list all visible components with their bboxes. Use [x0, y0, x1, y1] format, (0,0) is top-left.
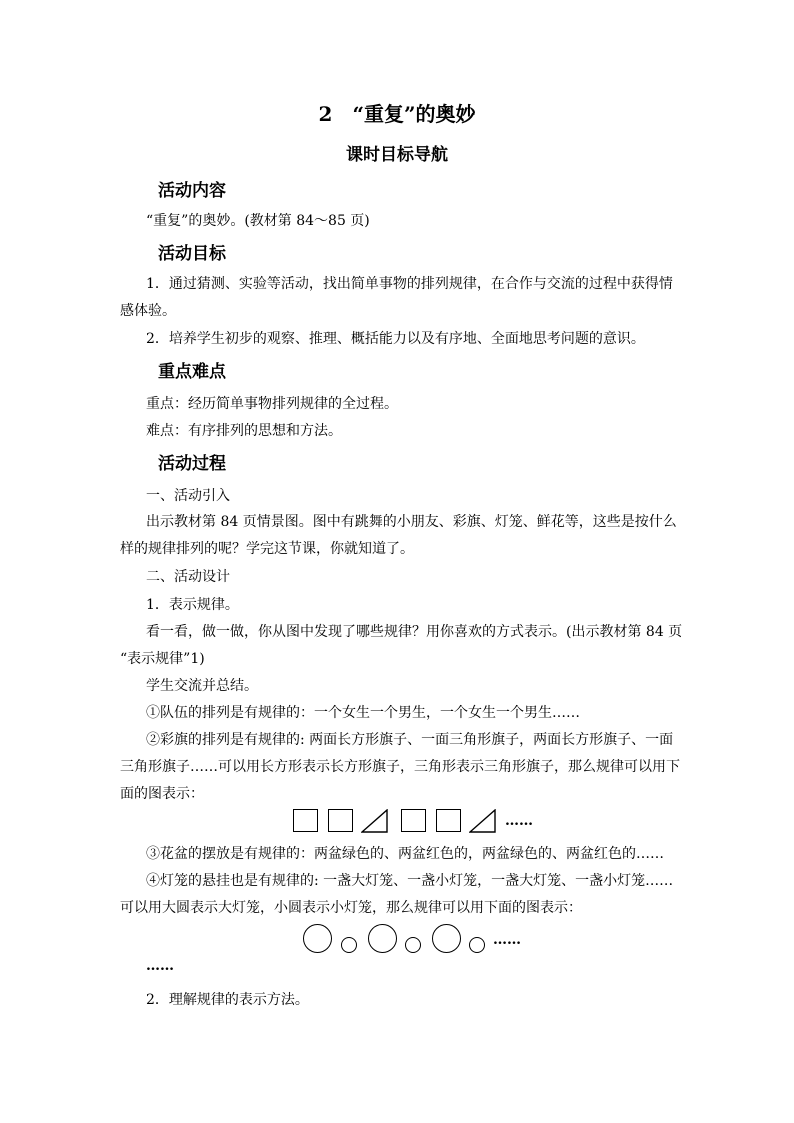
heading-activity-process: 活动过程 — [158, 454, 226, 474]
step-1-line-1: 看一看，做一做，你从图中发现了哪些规律？用你喜欢的方式表示。(出示教材第 84 页 — [146, 624, 683, 640]
triangle-shape — [469, 809, 496, 833]
item-3-text: ③花盆的摆放是有规律的：两盆绿色的、两盆红色的，两盆绿色的、两盆红色的…… — [146, 846, 664, 862]
small-circle-shape — [405, 937, 421, 953]
heading-activity-goals: 活动目标 — [158, 244, 226, 264]
item-1-text: ①队伍的排列是有规律的：一个女生一个男生，一个女生一个男生…… — [146, 705, 580, 721]
summary-text: 学生交流并总结。 — [146, 678, 258, 694]
step-2-title: 2．理解规律的表示方法。 — [146, 992, 309, 1008]
flag-pattern-ellipsis: …… — [505, 813, 533, 829]
goal-2: 2．培养学生初步的观察、推理、概括能力以及有序地、全面地思考问题的意识。 — [146, 331, 645, 347]
small-circle-shape — [341, 937, 357, 953]
part-1-line-1: 出示教材第 84 页情景图。图中有跳舞的小朋友、彩旗、灯笼、鲜花等，这些是按什么 — [146, 514, 677, 530]
heading-key-points: 重点难点 — [158, 362, 226, 382]
triangle-shape — [361, 809, 388, 833]
item-2-line-3: 面的图表示： — [120, 786, 204, 802]
item-4-line-1: ④灯笼的悬挂也是有规律的: 一盏大灯笼、一盏小灯笼，一盏大灯笼、一盏小灯笼…… — [146, 873, 674, 889]
step-1-line-2: “表示规律”1) — [120, 651, 205, 667]
lantern-pattern-figure — [303, 923, 533, 955]
goal-1-line-1: 1．通过猜测、实验等活动，找出简单事物的排列规律，在合作与交流的过程中获得情 — [146, 276, 673, 292]
heading-activity-content: 活动内容 — [158, 181, 226, 201]
rectangle-shape — [328, 809, 353, 832]
rectangle-shape — [401, 809, 426, 832]
lesson-title: 2 “重复”的奥妙 — [318, 102, 476, 126]
rectangle-shape — [293, 809, 318, 832]
key-point-text: 重点：经历简单事物排列规律的全过程。 — [146, 396, 398, 412]
difficult-point-text: 难点：有序排列的思想和方法。 — [146, 423, 342, 439]
lesson-subtitle: 课时目标导航 — [346, 145, 448, 165]
lantern-pattern-ellipsis: …… — [493, 932, 521, 948]
big-circle-shape — [303, 924, 332, 953]
activity-content-text: “重复”的奥妙。(教材第 84～85 页) — [146, 213, 370, 229]
rectangle-shape — [436, 809, 461, 832]
item-4-line-2: 可以用大圆表示大灯笼，小圆表示小灯笼，那么规律可以用下面的图表示： — [120, 900, 582, 916]
big-circle-shape — [368, 924, 397, 953]
part-1-title: 一、活动引入 — [146, 488, 230, 504]
continuation-ellipsis: …… — [146, 958, 174, 974]
part-2-title: 二、活动设计 — [146, 569, 230, 585]
goal-1-line-2: 感体验。 — [120, 303, 176, 319]
step-1-title: 1．表示规律。 — [146, 597, 239, 613]
small-circle-shape — [469, 937, 485, 953]
big-circle-shape — [432, 924, 461, 953]
part-1-line-2: 样的规律排列的呢？学完这节课，你就知道了。 — [120, 541, 414, 557]
flag-pattern-figure — [293, 808, 533, 834]
item-2-line-2: 三角形旗子……可以用长方形表示长方形旗子，三角形表示三角形旗子，那么规律可以用下 — [120, 759, 680, 775]
item-2-line-1: ②彩旗的排列是有规律的: 两面长方形旗子、一面三角形旗子，两面长方形旗子、一面 — [146, 732, 674, 748]
